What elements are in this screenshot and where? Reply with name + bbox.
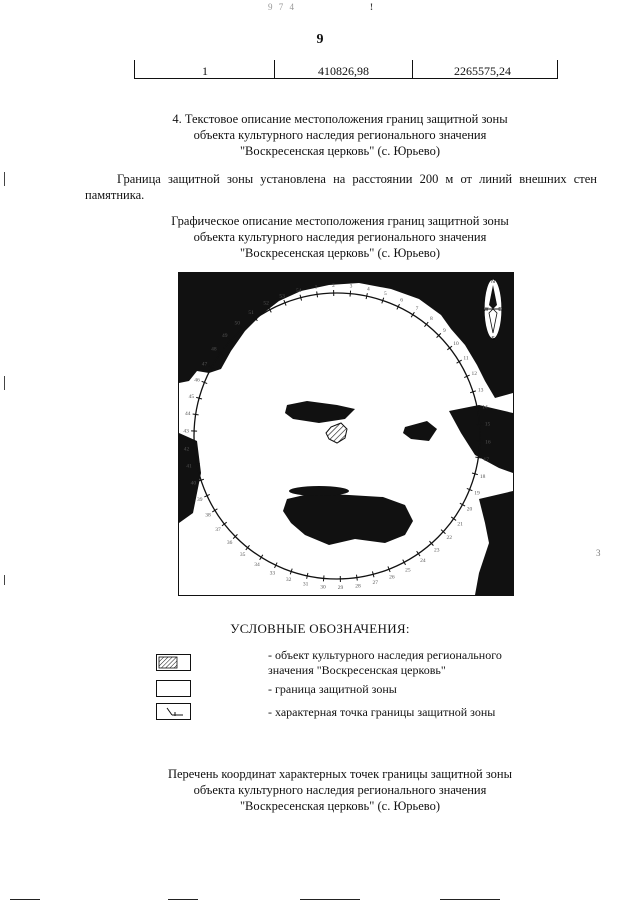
boundary-point-tick bbox=[350, 291, 351, 297]
boundary-point-label: 6 bbox=[400, 297, 403, 304]
boundary-point-label: 36 bbox=[226, 540, 233, 547]
boundary-point-label: 42 bbox=[183, 446, 190, 453]
table-border bbox=[557, 60, 558, 78]
title-line: объекта культурного наследия регионального значения bbox=[193, 128, 487, 142]
boundary-point-label: 44 bbox=[184, 411, 191, 418]
legend-text-line: значения "Воскресенская церковь" bbox=[268, 663, 446, 677]
boundary-point-icon bbox=[157, 704, 190, 719]
boundary-point-label: 7 bbox=[415, 305, 419, 312]
table-border bbox=[10, 899, 40, 900]
section-4-title bbox=[60, 111, 620, 159]
boundary-point-label: 43 bbox=[183, 428, 189, 435]
table-border bbox=[274, 60, 275, 78]
boundary-point-label: 37 bbox=[215, 526, 221, 533]
title-line: Перечень координат характерных точек границы защитной зоны bbox=[167, 767, 513, 781]
x-coordinate-cell: 410826,98 bbox=[318, 64, 369, 78]
scan-artifact-top: 9 7 4 bbox=[268, 2, 296, 12]
boundary-point-label: 4 bbox=[367, 286, 370, 293]
compass-south-label: S bbox=[491, 336, 495, 342]
section-4-text: Граница защитной зоны установлена на расстоянии 200 м от линий внешних стен памятника. bbox=[85, 172, 597, 202]
boundary-point-label: 21 bbox=[457, 521, 463, 528]
boundary-point-label: 10 bbox=[453, 341, 459, 348]
title-line: 4. Текстовое описание местоположения границ защитной зоны bbox=[172, 112, 508, 126]
boundary-point-label: 46 bbox=[194, 377, 200, 384]
boundary-point-label: 24 bbox=[420, 558, 426, 565]
legend-item-heritage-object bbox=[268, 648, 502, 678]
boundary-point-label: 12 bbox=[471, 370, 477, 377]
legend-swatch-zone-boundary bbox=[156, 680, 191, 697]
boundary-point-label: 29 bbox=[337, 584, 344, 591]
table-border bbox=[300, 899, 360, 900]
boundary-point-tick bbox=[356, 575, 357, 581]
coordinate-list-title bbox=[60, 766, 620, 814]
legend-swatch-boundary-point bbox=[156, 703, 191, 720]
boundary-point-label: 34 bbox=[254, 562, 260, 569]
title-line: "Воскресенская церковь" (с. Юрьево) bbox=[239, 246, 441, 260]
boundary-point-label: 5 bbox=[383, 290, 387, 297]
legend-text-line: - объект культурного наследия регионального bbox=[268, 648, 502, 662]
boundary-point-label: 13 bbox=[477, 387, 484, 394]
compass-east-label: E bbox=[498, 307, 502, 313]
boundary-point-label: 47 bbox=[201, 361, 208, 368]
boundary-point-label: 33 bbox=[269, 570, 276, 577]
cultural-heritage-object bbox=[326, 423, 347, 443]
scan-artifact-right: 3 bbox=[596, 548, 603, 558]
boundary-point-label: 50 bbox=[234, 320, 241, 327]
boundary-point-tick bbox=[323, 575, 324, 581]
boundary-point-label: 11 bbox=[463, 355, 469, 362]
legend-title: УСЛОВНЫЕ ОБОЗНАЧЕНИЯ: bbox=[230, 621, 410, 636]
boundary-point-label: 22 bbox=[446, 535, 452, 542]
coordinate-table-row bbox=[134, 62, 558, 79]
boundary-point-label: 26 bbox=[389, 574, 395, 581]
boundary-point-tick bbox=[366, 293, 367, 299]
boundary-point-tick bbox=[307, 573, 308, 579]
boundary-point-label: 52 bbox=[263, 300, 269, 307]
boundary-point-label: 27 bbox=[372, 580, 378, 587]
hatched-swatch-icon bbox=[157, 655, 190, 670]
title-line: Графическое описание местоположения границ защитной зоны bbox=[171, 214, 509, 228]
boundary-point-label: 28 bbox=[355, 583, 361, 590]
table-border bbox=[412, 60, 413, 78]
boundary-point-tick bbox=[417, 551, 420, 556]
boundary-point-label: 25 bbox=[405, 567, 411, 574]
margin-mark bbox=[4, 575, 5, 585]
boundary-point-label: 18 bbox=[479, 473, 486, 480]
scan-artifact-mark: ! bbox=[370, 2, 375, 12]
boundary-point-label: 41 bbox=[186, 463, 192, 470]
boundary-point-label: 1 bbox=[314, 284, 318, 291]
boundary-point-label: 3 bbox=[349, 283, 353, 290]
title-line: "Воскресенская церковь" (с. Юрьево) bbox=[239, 799, 441, 813]
boundary-point-label: 39 bbox=[197, 497, 203, 504]
table-border bbox=[134, 60, 135, 78]
boundary-point-label: 16 bbox=[485, 439, 491, 446]
title-line: объекта культурного наследия регионального значения bbox=[193, 783, 487, 797]
boundary-point-label: 8 bbox=[429, 316, 433, 323]
boundary-point-label: 20 bbox=[466, 506, 473, 513]
boundary-point-label: 53 bbox=[279, 293, 285, 300]
point-number-cell: 1 bbox=[202, 64, 208, 78]
boundary-point-label: 32 bbox=[285, 577, 292, 584]
graphic-description-title bbox=[60, 213, 620, 261]
boundary-point-tick bbox=[193, 414, 199, 415]
title-line: объекта культурного наследия регионального значения bbox=[193, 230, 487, 244]
legend-item-zone-boundary: - граница защитной зоны bbox=[268, 682, 397, 696]
boundary-point-label: 23 bbox=[433, 547, 440, 554]
boundary-point-label: 49 bbox=[222, 332, 228, 339]
boundary-point-label: 48 bbox=[211, 346, 217, 353]
table-border bbox=[168, 899, 198, 900]
boundary-point-label: 30 bbox=[320, 584, 326, 591]
boundary-point-label: 51 bbox=[248, 309, 254, 316]
boundary-point-label: 40 bbox=[190, 480, 197, 487]
y-coordinate-cell: 2265575,24 bbox=[454, 64, 511, 78]
boundary-point-label: 14 bbox=[482, 404, 488, 411]
protection-zone-map bbox=[178, 272, 514, 596]
legend-item-boundary-point: - характерная точка границы защитной зоны bbox=[268, 705, 496, 719]
legend-swatch-heritage-object bbox=[156, 654, 191, 671]
boundary-point-tick bbox=[317, 291, 318, 297]
compass-north-label: N bbox=[491, 279, 495, 285]
boundary-point-tick bbox=[451, 517, 456, 520]
table-border bbox=[440, 899, 500, 900]
boundary-point-label: 31 bbox=[302, 581, 309, 588]
boundary-point-label: 19 bbox=[474, 490, 480, 497]
boundary-point-label: 38 bbox=[205, 512, 211, 519]
compass-west-label: W bbox=[483, 307, 489, 313]
boundary-point-label: 35 bbox=[239, 551, 246, 558]
boundary-point-label: 15 bbox=[484, 421, 491, 428]
boundary-point-label: 9 bbox=[443, 327, 446, 334]
margin-mark bbox=[4, 172, 5, 186]
map-drawing bbox=[179, 273, 513, 595]
margin-mark bbox=[4, 376, 5, 390]
boundary-point-label: 54 bbox=[296, 287, 302, 294]
title-line: "Воскресенская церковь" (с. Юрьево) bbox=[239, 144, 441, 158]
boundary-point-label: 2 bbox=[332, 283, 335, 290]
boundary-point-label: 17 bbox=[483, 456, 490, 463]
page-number: 9 bbox=[316, 32, 324, 47]
boundary-point-label: 45 bbox=[188, 394, 195, 401]
